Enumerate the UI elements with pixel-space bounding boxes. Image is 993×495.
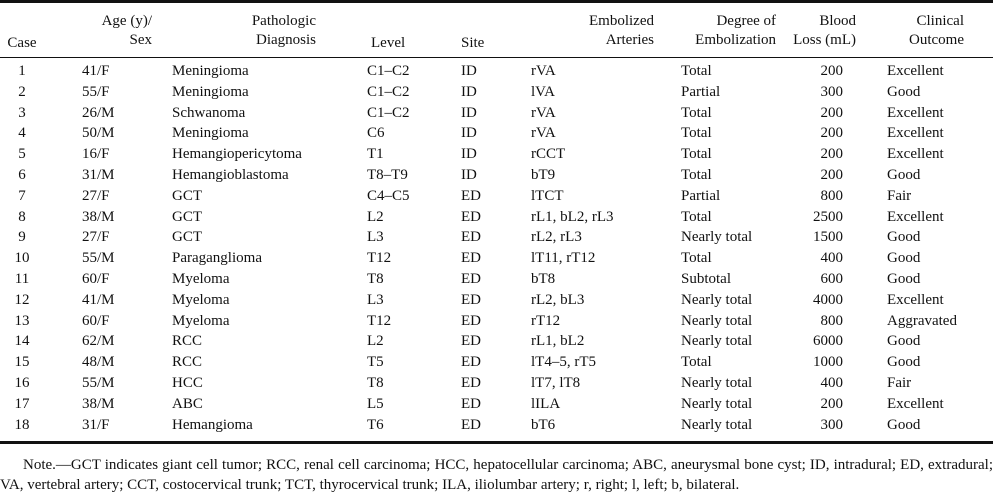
cell-level: L2 — [367, 208, 384, 225]
cell-embolized-arteries: bT9 — [531, 166, 556, 183]
header-blood-loss: Blood Loss (mL) — [793, 13, 856, 48]
table-row — [0, 373, 993, 394]
cell-diagnosis: Myeloma — [172, 270, 230, 287]
cell-degree: Nearly total — [681, 374, 753, 391]
table-row — [0, 103, 993, 124]
cell-level: T1 — [367, 146, 384, 163]
cell-case: 10 — [14, 250, 30, 267]
header-degree-of-embolization: Degree of Embolization — [695, 13, 776, 48]
cell-age-sex: 38/M — [82, 395, 115, 412]
cell-diagnosis: HCC — [172, 374, 203, 391]
cell-blood-loss: 200 — [820, 395, 843, 412]
cell-level: L2 — [367, 333, 384, 350]
header-age-sex: Age (y)/ Sex — [101, 13, 152, 48]
table-row — [0, 248, 993, 269]
cell-site: ID — [461, 104, 477, 121]
cell-case: 16 — [14, 374, 30, 391]
cell-age-sex: 41/M — [82, 291, 115, 308]
cell-site: ED — [461, 374, 481, 391]
cell-age-sex: 55/F — [82, 83, 110, 100]
cell-site: ED — [461, 229, 481, 246]
table-row — [0, 82, 993, 103]
cell-outcome: Excellent — [887, 63, 944, 79]
cell-case: 2 — [18, 83, 26, 100]
header-site: Site — [461, 35, 485, 51]
cell-embolized-arteries: rCCT — [531, 146, 566, 163]
cell-site: ID — [461, 166, 477, 183]
table-row — [0, 331, 993, 352]
cell-degree: Total — [681, 250, 712, 267]
cell-age-sex: 62/M — [82, 333, 115, 350]
cell-diagnosis: GCT — [172, 187, 202, 204]
cell-degree: Total — [681, 354, 712, 371]
cell-outcome: Excellent — [887, 291, 944, 308]
cell-blood-loss: 200 — [820, 166, 843, 183]
cell-site: ED — [461, 333, 481, 350]
cell-case: 5 — [18, 146, 26, 163]
table-row — [0, 290, 993, 311]
table-row — [0, 415, 993, 436]
cell-degree: Total — [681, 63, 712, 79]
cell-level: C4–C5 — [367, 187, 410, 204]
cell-age-sex: 16/F — [82, 146, 110, 163]
cell-degree: Nearly total — [681, 333, 753, 350]
cell-blood-loss: 800 — [820, 187, 843, 204]
header-divider-rule — [0, 57, 993, 58]
cell-degree: Total — [681, 208, 712, 225]
header-case: Case — [7, 35, 37, 51]
cell-embolized-arteries: rVA — [531, 63, 556, 79]
cell-level: L3 — [367, 229, 384, 246]
cell-age-sex: 48/M — [82, 354, 115, 371]
cell-outcome: Fair — [887, 374, 912, 391]
cell-level: C1–C2 — [367, 63, 410, 79]
cell-age-sex: 27/F — [82, 187, 110, 204]
cell-level: L3 — [367, 291, 384, 308]
cell-site: ED — [461, 270, 481, 287]
cell-age-sex: 26/M — [82, 104, 115, 121]
cell-degree: Nearly total — [681, 416, 753, 433]
cell-degree: Nearly total — [681, 395, 753, 412]
cell-case: 3 — [18, 104, 26, 121]
cell-embolized-arteries: bT6 — [531, 416, 556, 433]
cell-site: ID — [461, 125, 477, 142]
cell-level: T8 — [367, 374, 384, 391]
table-row — [0, 311, 993, 332]
cell-site: ED — [461, 187, 481, 204]
cell-diagnosis: Meningioma — [172, 63, 249, 79]
cell-embolized-arteries: lTCT — [531, 187, 564, 204]
cell-outcome: Good — [887, 354, 921, 371]
cell-case: 14 — [14, 333, 30, 350]
cell-case: 15 — [14, 354, 30, 371]
cell-case: 8 — [18, 208, 26, 225]
cell-blood-loss: 2500 — [813, 208, 843, 225]
table-row — [0, 269, 993, 290]
cell-diagnosis: GCT — [172, 229, 202, 246]
cell-age-sex: 38/M — [82, 208, 115, 225]
cell-age-sex: 55/M — [82, 250, 115, 267]
cell-outcome: Good — [887, 270, 921, 287]
cell-outcome: Aggravated — [887, 312, 957, 329]
cell-embolized-arteries: rL1, bL2, rL3 — [531, 208, 614, 225]
cell-case: 18 — [14, 416, 30, 433]
cell-embolized-arteries: rL2, rL3 — [531, 229, 582, 246]
cell-diagnosis: RCC — [172, 354, 203, 371]
cell-case: 11 — [14, 270, 30, 287]
cell-age-sex: 60/F — [82, 312, 110, 329]
cell-outcome: Good — [887, 83, 921, 100]
table-row — [0, 394, 993, 415]
cell-site: ED — [461, 291, 481, 308]
table-row — [0, 61, 993, 82]
cell-diagnosis: Hemangioblastoma — [172, 166, 289, 183]
cell-embolized-arteries: lT11, rT12 — [531, 250, 596, 267]
cell-site: ID — [461, 146, 477, 163]
cell-case: 1 — [18, 63, 26, 79]
cell-blood-loss: 200 — [820, 104, 843, 121]
cell-degree: Partial — [681, 187, 721, 204]
cell-case: 6 — [18, 166, 26, 183]
cell-embolized-arteries: lVA — [531, 83, 555, 100]
cell-age-sex: 41/F — [82, 63, 110, 79]
cell-blood-loss: 4000 — [813, 291, 843, 308]
cell-age-sex: 31/M — [82, 166, 115, 183]
header-clinical-outcome: Clinical Outcome — [909, 13, 964, 48]
cell-level: C6 — [367, 125, 385, 142]
cell-level: L5 — [367, 395, 384, 412]
cell-case: 13 — [14, 312, 30, 329]
cell-blood-loss: 800 — [820, 312, 843, 329]
cell-diagnosis: GCT — [172, 208, 202, 225]
cell-level: C1–C2 — [367, 83, 410, 100]
header-level: Level — [371, 35, 406, 51]
cell-site: ED — [461, 208, 481, 225]
cell-degree: Subtotal — [681, 270, 732, 287]
table-bottom-rule — [0, 441, 993, 444]
cell-case: 12 — [14, 291, 30, 308]
cell-diagnosis: Schwanoma — [172, 104, 246, 121]
cell-embolized-arteries: rVA — [531, 104, 556, 121]
header-pathologic-diagnosis: Pathologic Diagnosis — [251, 13, 316, 48]
cell-diagnosis: RCC — [172, 333, 203, 350]
cell-site: ED — [461, 416, 481, 433]
cell-age-sex: 60/F — [82, 270, 110, 287]
cell-diagnosis: Myeloma — [172, 312, 230, 329]
cell-embolized-arteries: rL2, bL3 — [531, 291, 585, 308]
cell-blood-loss: 300 — [820, 416, 843, 433]
cell-blood-loss: 300 — [820, 83, 843, 100]
cell-age-sex: 50/M — [82, 125, 115, 142]
cell-age-sex: 27/F — [82, 229, 110, 246]
cell-site: ED — [461, 354, 481, 371]
cell-embolized-arteries: lILA — [531, 395, 561, 412]
cell-embolized-arteries: bT8 — [531, 270, 556, 287]
table-row — [0, 227, 993, 248]
table-row — [0, 123, 993, 144]
cell-degree: Total — [681, 166, 712, 183]
table-row — [0, 186, 993, 207]
table-row — [0, 144, 993, 165]
cell-diagnosis: Hemangioma — [172, 416, 253, 433]
cell-diagnosis: Hemangiopericytoma — [172, 146, 302, 163]
cell-level: T12 — [367, 312, 392, 329]
cell-degree: Nearly total — [681, 291, 753, 308]
cell-outcome: Good — [887, 229, 921, 246]
cell-degree: Nearly total — [681, 229, 753, 246]
cell-degree: Partial — [681, 83, 721, 100]
cell-site: ID — [461, 63, 477, 79]
cell-outcome: Excellent — [887, 146, 944, 163]
cell-level: T6 — [367, 416, 384, 433]
cell-outcome: Excellent — [887, 208, 944, 225]
cell-site: ED — [461, 250, 481, 267]
cell-blood-loss: 200 — [820, 125, 843, 142]
cell-outcome: Good — [887, 250, 921, 267]
cell-level: T8 — [367, 270, 384, 287]
table-body — [0, 61, 993, 435]
cell-blood-loss: 1500 — [813, 229, 843, 246]
cell-level: T12 — [367, 250, 392, 267]
cell-embolized-arteries: rT12 — [531, 312, 561, 329]
cell-outcome: Excellent — [887, 395, 944, 412]
cell-blood-loss: 400 — [820, 374, 843, 391]
cell-diagnosis: ABC — [172, 395, 203, 412]
cell-level: T8–T9 — [367, 166, 408, 183]
table-row — [0, 207, 993, 228]
cell-case: 7 — [18, 187, 26, 204]
cell-degree: Total — [681, 104, 712, 121]
cell-outcome: Good — [887, 166, 921, 183]
cell-case: 4 — [18, 125, 26, 142]
cell-blood-loss: 1000 — [813, 354, 843, 371]
cell-blood-loss: 600 — [820, 270, 843, 287]
cell-blood-loss: 200 — [820, 63, 843, 79]
header-embolized-arteries: Embolized Arteries — [589, 13, 654, 48]
cell-site: ID — [461, 83, 477, 100]
cell-diagnosis: Meningioma — [172, 125, 249, 142]
cell-degree: Total — [681, 125, 712, 142]
cell-blood-loss: 400 — [820, 250, 843, 267]
table-row — [0, 352, 993, 373]
cell-blood-loss: 6000 — [813, 333, 843, 350]
cell-embolized-arteries: lT7, lT8 — [531, 374, 581, 391]
cell-outcome: Good — [887, 333, 921, 350]
cell-outcome: Fair — [887, 187, 912, 204]
cell-level: C1–C2 — [367, 104, 410, 121]
cell-diagnosis: Paraganglioma — [172, 250, 262, 267]
cell-level: T5 — [367, 354, 384, 371]
cell-diagnosis: Myeloma — [172, 291, 230, 308]
cell-blood-loss: 200 — [820, 146, 843, 163]
cell-embolized-arteries: lT4–5, rT5 — [531, 354, 596, 371]
table-top-rule — [0, 0, 993, 3]
cell-age-sex: 55/M — [82, 374, 115, 391]
cell-embolized-arteries: rL1, bL2 — [531, 333, 585, 350]
cell-outcome: Excellent — [887, 104, 944, 121]
cell-site: ED — [461, 395, 481, 412]
cell-degree: Total — [681, 146, 712, 163]
cell-outcome: Good — [887, 416, 921, 433]
cell-degree: Nearly total — [681, 312, 753, 329]
cell-site: ED — [461, 312, 481, 329]
cell-outcome: Excellent — [887, 125, 944, 142]
cell-case: 17 — [14, 395, 30, 412]
table-row — [0, 165, 993, 186]
table-footnote: Note.—GCT indicates giant cell tumor; RCC, renal cell carcinoma; HCC, hepatocellular carcinoma; ABC, aneurysmal bone cyst; ID, intradural; ED, extradural; VA, vertebral artery; CCT, costocervical trunk; TCT, thyrocervical trunk; ILA, iliolumbar artery; r, right; l, left; b, bilateral. — [0, 457, 993, 493]
cell-case: 9 — [18, 229, 26, 246]
cell-diagnosis: Meningioma — [172, 83, 249, 100]
cell-age-sex: 31/F — [82, 416, 110, 433]
cell-embolized-arteries: rVA — [531, 125, 556, 142]
